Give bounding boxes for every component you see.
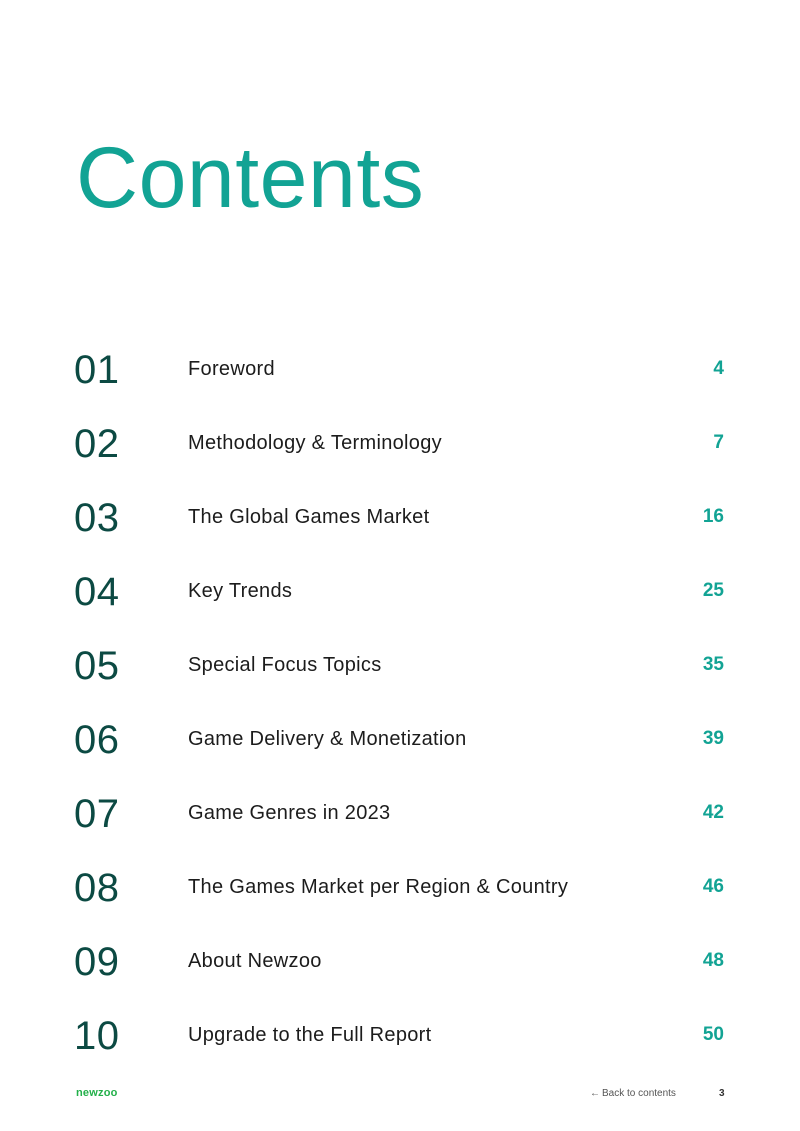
toc-item-page[interactable]: 46	[702, 876, 724, 897]
toc-item-methodology[interactable]	[0, 412, 800, 486]
toc-item-global-games-market[interactable]	[0, 486, 800, 560]
toc-item-title[interactable]: Methodology & Terminology	[188, 432, 442, 454]
toc-item-number: 01	[74, 348, 120, 392]
back-to-contents-label: Back to contents	[602, 1088, 676, 1099]
toc-item-page[interactable]: 4	[713, 358, 724, 379]
toc-item-foreword[interactable]	[0, 338, 800, 412]
toc-item-page[interactable]: 16	[702, 506, 724, 527]
toc-item-title[interactable]: Game Delivery & Monetization	[188, 728, 467, 750]
arrow-left-icon: ←	[590, 1088, 600, 1099]
toc-item-title[interactable]: Key Trends	[188, 580, 293, 602]
toc-item-number: 02	[74, 422, 120, 466]
toc-item-page[interactable]: 39	[702, 728, 724, 749]
toc-item-number: 04	[74, 570, 120, 614]
back-to-contents-link[interactable]	[590, 1087, 676, 1100]
toc-item-page[interactable]: 42	[702, 802, 724, 823]
toc-item-page[interactable]: 50	[702, 1024, 724, 1045]
toc-item-key-trends[interactable]	[0, 560, 800, 634]
toc-item-game-delivery[interactable]	[0, 708, 800, 782]
toc-item-page[interactable]: 48	[702, 950, 724, 971]
toc-item-number: 08	[74, 866, 120, 910]
toc-item-page[interactable]: 7	[713, 432, 724, 453]
page-number: 3	[719, 1088, 725, 1099]
toc-item-number: 03	[74, 496, 120, 540]
toc-item-page[interactable]: 35	[702, 654, 724, 675]
toc-item-about-newzoo[interactable]	[0, 930, 800, 1004]
toc-item-upgrade[interactable]	[0, 1004, 800, 1078]
table-of-contents	[0, 338, 800, 1078]
toc-item-special-focus-topics[interactable]	[0, 634, 800, 708]
toc-item-games-market-region[interactable]	[0, 856, 800, 930]
newzoo-logo: newzoo	[76, 1087, 118, 1099]
toc-item-number: 07	[74, 792, 120, 836]
page-title: Contents	[76, 130, 425, 226]
toc-item-title[interactable]: Special Focus Topics	[188, 654, 382, 676]
toc-item-title[interactable]: Game Genres in 2023	[188, 802, 391, 824]
toc-item-number: 10	[74, 1014, 120, 1058]
toc-item-number: 05	[74, 644, 120, 688]
toc-item-page[interactable]: 25	[702, 580, 724, 601]
toc-item-number: 09	[74, 940, 120, 984]
toc-item-title[interactable]: About Newzoo	[188, 950, 322, 972]
toc-item-title[interactable]: The Games Market per Region & Country	[188, 876, 569, 898]
toc-item-title[interactable]: The Global Games Market	[188, 506, 430, 528]
toc-item-number: 06	[74, 718, 120, 762]
toc-item-title[interactable]: Upgrade to the Full Report	[188, 1024, 432, 1046]
toc-item-title[interactable]: Foreword	[188, 358, 275, 380]
toc-item-game-genres[interactable]	[0, 782, 800, 856]
